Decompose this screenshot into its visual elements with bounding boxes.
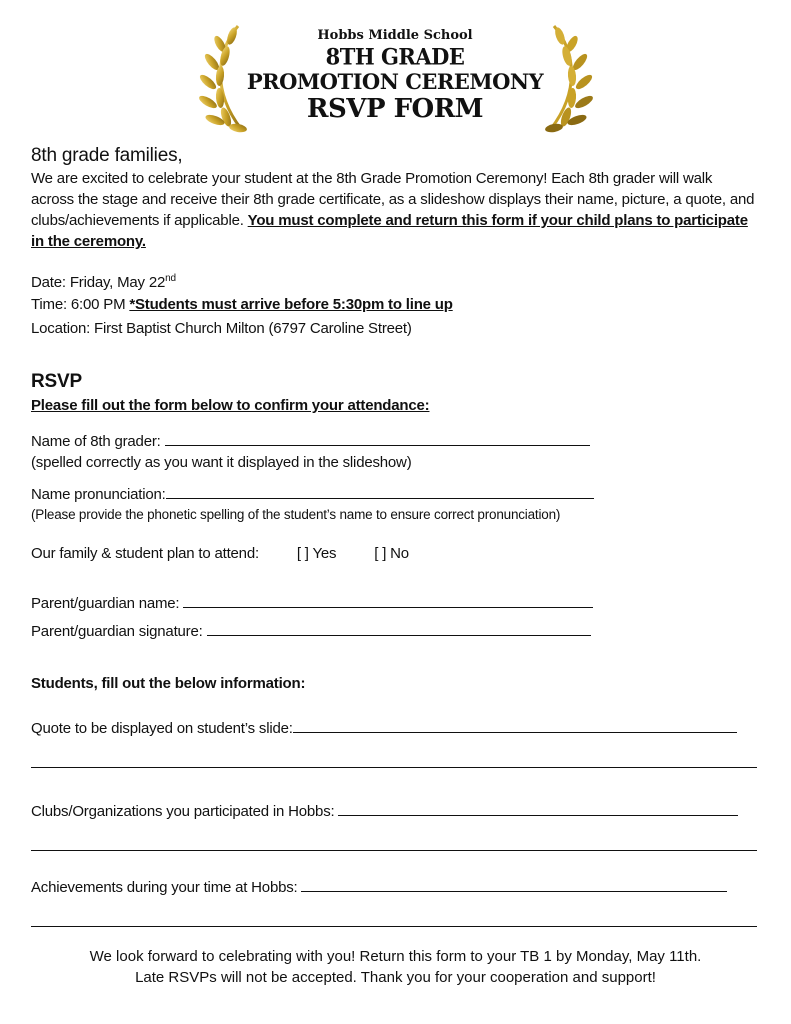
footer-line-2: Late RSVPs will not be accepted. Thank you for your cooperation and support! xyxy=(135,969,656,986)
parent-name-row xyxy=(31,593,593,614)
greeting: 8th grade families, xyxy=(31,145,183,166)
achievements-field-line-2[interactable] xyxy=(31,926,757,927)
achievements-label: Achievements during your time at Hobbs: xyxy=(31,879,298,896)
student-name-row xyxy=(31,431,590,452)
intro-emphasis: You must complete and return this form if your child plans to participate in the ceremony. xyxy=(31,212,748,250)
pronunciation-label: Name pronunciation: xyxy=(31,486,166,503)
form-header xyxy=(180,22,610,140)
event-location: Location: First Baptist Church Milton (6797 Caroline Street) xyxy=(31,320,412,337)
achievements-field[interactable] xyxy=(301,877,727,892)
parent-name-field[interactable] xyxy=(183,593,593,608)
student-name-label: Name of 8th grader: xyxy=(31,433,161,450)
quote-label: Quote to be displayed on student’s slide: xyxy=(31,720,293,737)
date-text: Date: Friday, May 22 xyxy=(31,274,166,291)
quote-row xyxy=(31,718,737,739)
title-line-1: 8TH GRADE xyxy=(325,43,465,70)
pronunciation-field[interactable] xyxy=(166,484,594,499)
event-time xyxy=(31,294,453,315)
title-line-3: RSVP FORM xyxy=(306,94,484,124)
title-line-2: PROMOTION CEREMONY xyxy=(246,69,544,94)
footer-line-1: We look forward to celebrating with you! Return this form to your TB 1 by Monday, May 11th. xyxy=(89,948,702,965)
pronunciation-row xyxy=(31,484,594,505)
student-name-hint: (spelled correctly as you want it displayed in the slideshow) xyxy=(31,454,412,471)
students-heading: Students, fill out the below information: xyxy=(31,675,306,692)
attend-label: Our family & student plan to attend: xyxy=(31,545,259,562)
attend-no-checkbox[interactable]: [ ] No xyxy=(374,545,409,562)
student-name-field[interactable] xyxy=(165,431,590,446)
event-date xyxy=(31,268,176,293)
date-suffix: nd xyxy=(165,273,176,284)
clubs-field-line-2[interactable] xyxy=(31,850,757,851)
clubs-label: Clubs/Organizations you participated in Hobbs: xyxy=(31,803,335,820)
rsvp-heading: RSVP xyxy=(31,371,82,392)
school-name: Hobbs Middle School xyxy=(317,28,473,43)
parent-signature-label: Parent/guardian signature: xyxy=(31,623,203,640)
quote-field[interactable] xyxy=(293,718,737,733)
clubs-field[interactable] xyxy=(338,801,738,816)
pronunciation-hint: (Please provide the phonetic spelling of the student’s name to ensure correct pronunciation) xyxy=(31,507,561,522)
time-text: Time: 6:00 PM xyxy=(31,296,126,313)
clubs-row xyxy=(31,801,738,822)
arrival-note: *Students must arrive before 5:30pm to line up xyxy=(129,296,453,313)
attend-row xyxy=(31,543,409,564)
intro-paragraph xyxy=(31,168,759,252)
achievements-row xyxy=(31,877,727,898)
quote-field-line-2[interactable] xyxy=(31,767,757,768)
rsvp-instruction: Please fill out the form below to confirm your attendance: xyxy=(31,397,430,414)
parent-signature-row xyxy=(31,621,591,642)
intro-text: We are excited to celebrate your student at the 8th Grade Promotion Ceremony! Each 8th grader will walk across the stage and receive their 8th grade certificate, as a slideshow displays their name, picture, a quote, and clubs/achievements if applicable. xyxy=(31,170,755,229)
attend-yes-checkbox[interactable]: [ ] Yes xyxy=(296,545,337,562)
parent-name-label: Parent/guardian name: xyxy=(31,595,180,612)
parent-signature-field[interactable] xyxy=(207,621,591,636)
